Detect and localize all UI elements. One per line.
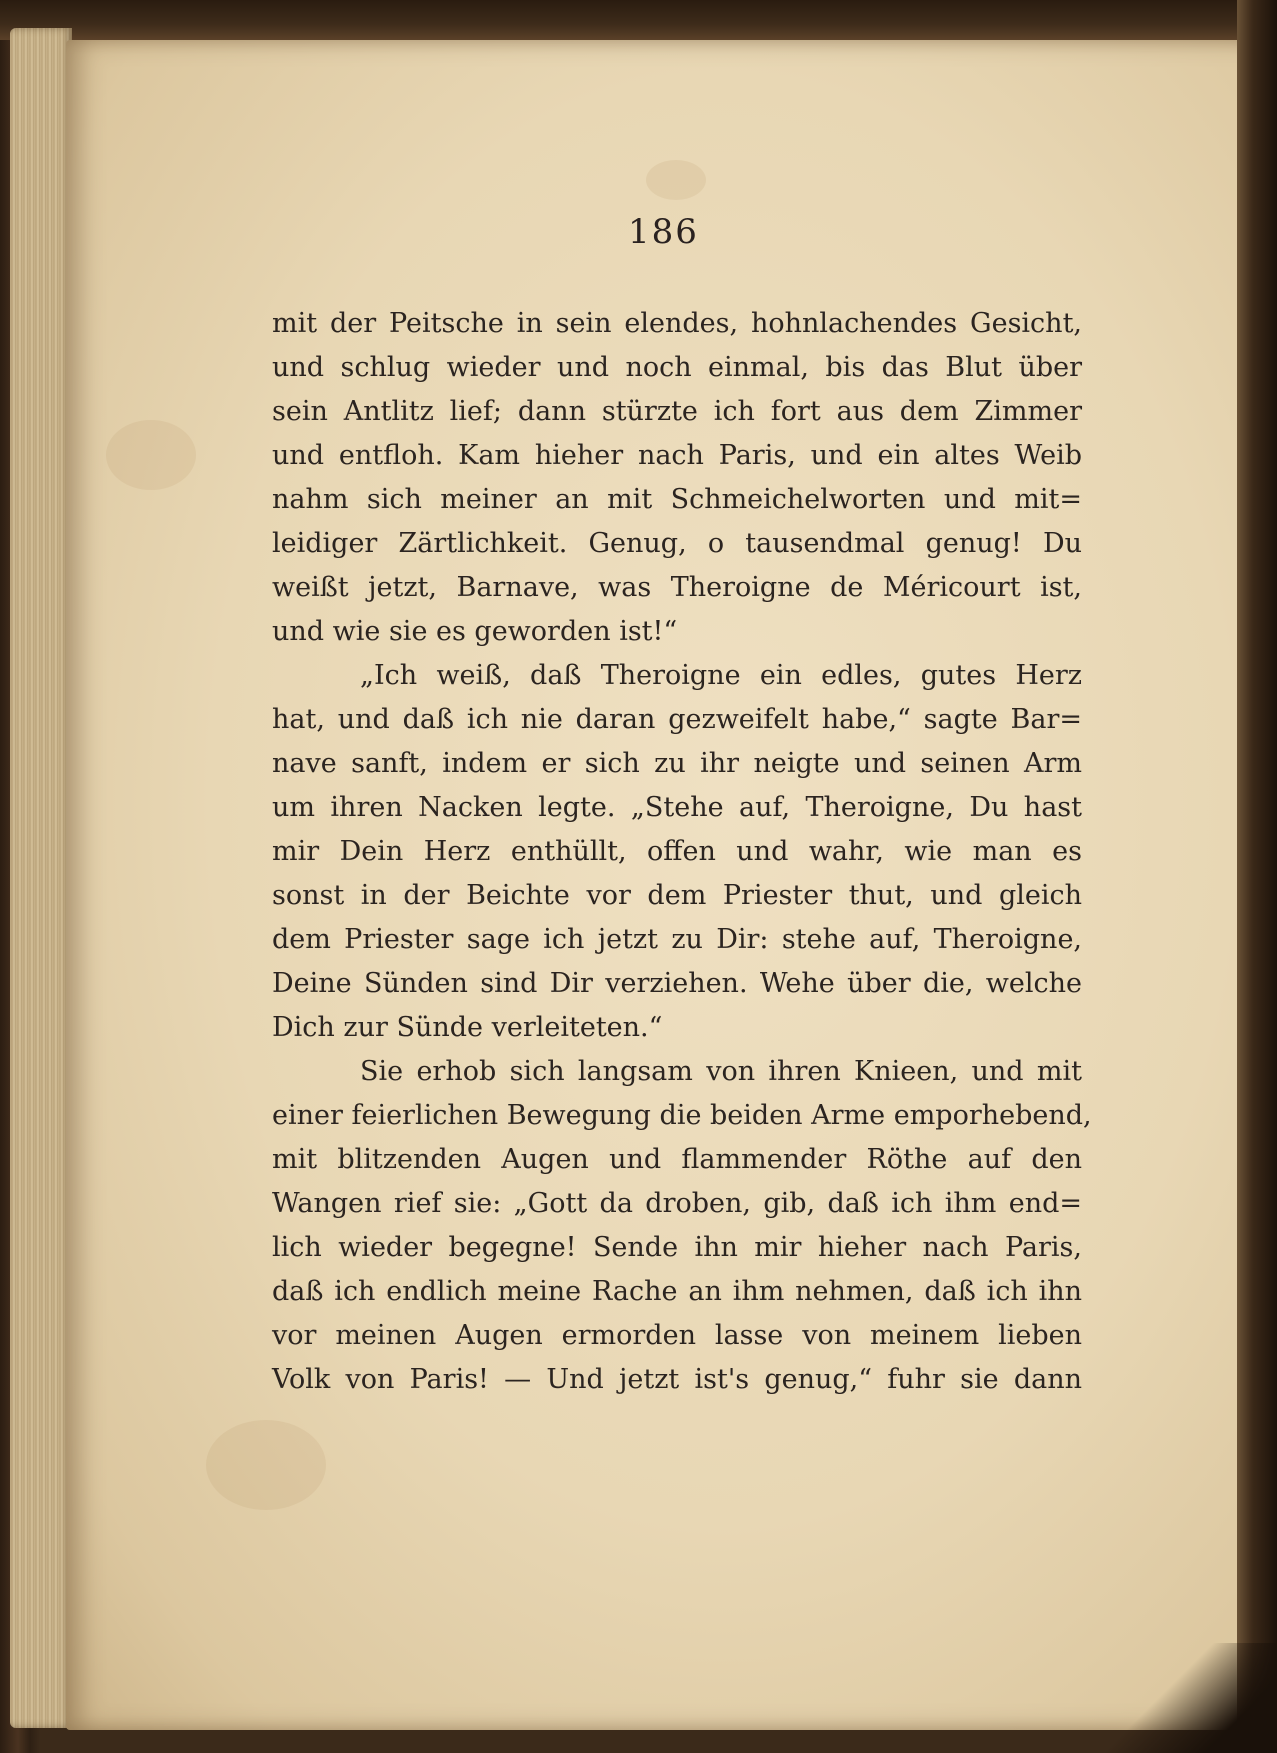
text-line: mit der Peitsche in sein elendes, hohnlachendes Gesicht, [272,308,1082,339]
body-text [272,302,1092,1402]
text-line: „Ich weiß, daß Theroigne ein edles, gutes Herz [360,660,1082,691]
book-page [66,40,1261,1730]
text-line: Sie erhob sich langsam von ihren Knieen, und mit [360,1056,1082,1087]
page-number: 186 [628,212,699,252]
text-line: und wie sie es geworden ist!“ [272,616,678,647]
text-line: um ihren Nacken legte. „Stehe auf, Theroigne, Du hast [272,792,1082,823]
page-stack-edge [10,28,72,1728]
text-line: vor meinen Augen ermorden lasse von meinem lieben [272,1320,1082,1351]
book-right-edge [1237,0,1277,1753]
text-line: Wangen rief sie: „Gott da droben, gib, daß ich ihm end= [272,1188,1082,1219]
paper-stain [206,1420,326,1510]
text-line: einer feierlichen Bewegung die beiden Arme emporhebend, [272,1100,1092,1131]
text-line: mir Dein Herz enthüllt, offen und wahr, wie man es [272,836,1082,867]
text-line: nahm sich meiner an mit Schmeichelworten und mit= [272,484,1082,515]
text-line: Deine Sünden sind Dir verziehen. Wehe über die, welche [272,968,1082,999]
book-top-edge [0,0,1277,40]
paper-stain [106,420,196,490]
paper-stain [646,160,706,200]
text-line: hat, und daß ich nie daran gezweifelt habe,“ sagte Bar= [272,704,1082,735]
text-line: leidiger Zärtlichkeit. Genug, o tausendmal genug! Du [272,528,1082,559]
text-line: und entfloh. Kam hieher nach Paris, und ein altes Weib [272,440,1082,471]
text-line: weißt jetzt, Barnave, was Theroigne de Méricourt ist, [272,572,1082,603]
text-line: daß ich endlich meine Rache an ihm nehmen, daß ich ihn [272,1276,1082,1307]
text-line: und schlug wieder und noch einmal, bis das Blut über [272,352,1082,383]
book-corner-shadow [1097,1643,1277,1753]
text-line: sein Antlitz lief; dann stürzte ich fort aus dem Zimmer [272,396,1082,427]
text-line: mit blitzenden Augen und flammender Röthe auf den [272,1144,1082,1175]
text-line: Volk von Paris! — Und jetzt ist's genug,“ fuhr sie dann [272,1364,1082,1395]
text-line: sonst in der Beichte vor dem Priester thut, und gleich [272,880,1082,911]
text-line: lich wieder begegne! Sende ihn mir hieher nach Paris, [272,1232,1082,1263]
text-line: nave sanft, indem er sich zu ihr neigte und seinen Arm [272,748,1082,779]
text-line: dem Priester sage ich jetzt zu Dir: stehe auf, Theroigne, [272,924,1082,955]
text-line: Dich zur Sünde verleiteten.“ [272,1012,663,1043]
